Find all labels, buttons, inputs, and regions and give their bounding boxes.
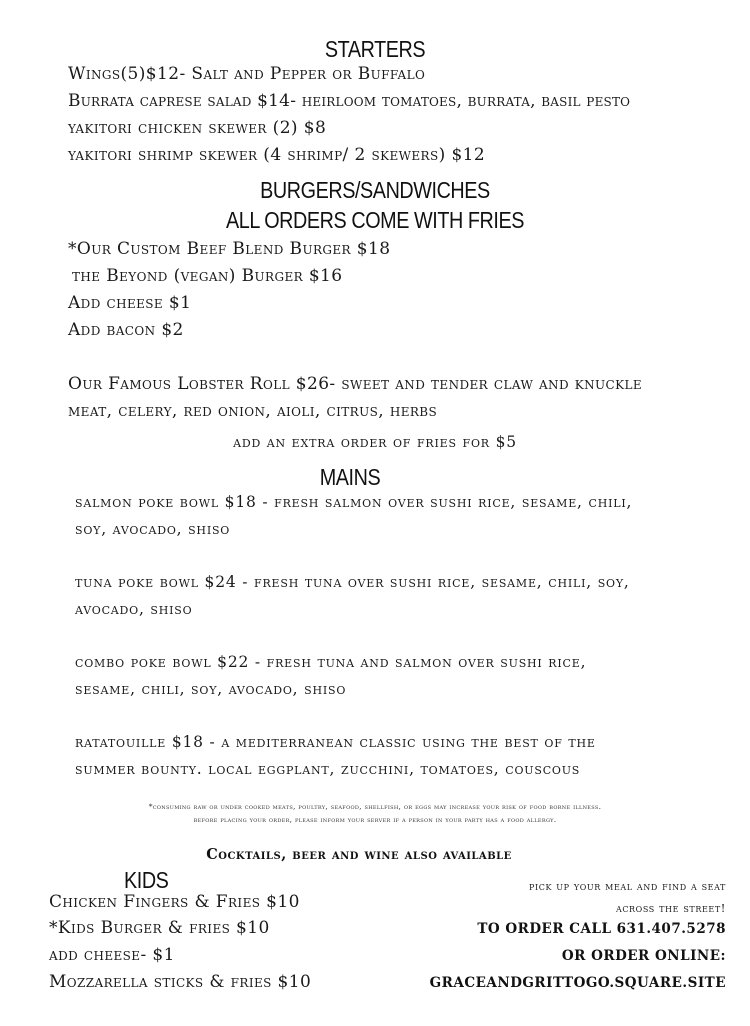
kids-item: Mozzarella sticks & fries $10 [49, 972, 312, 992]
order-online-label: OR ORDER ONLINE: [561, 948, 726, 964]
order-phone: TO ORDER CALL 631.407.5278 [477, 921, 726, 937]
food-safety-disclaimer: *consuming raw or under cooked meats, poultry, seafood, shellfish, or eggs may increase your risk of food borne illness. [148, 802, 602, 811]
main-item-line: salmon poke bowl $18 - fresh salmon over sushi rice, sesame, chili, [75, 493, 633, 511]
pickup-note-2: across the street! [615, 901, 726, 915]
burger-item: Add cheese $1 [68, 293, 192, 313]
kids-heading: KIDS [124, 867, 169, 893]
main-item-line: soy, avocado, shiso [75, 520, 231, 538]
burger-item: Add bacon $2 [68, 320, 184, 340]
kids-item: add cheese- $1 [49, 945, 175, 965]
main-item-line: sesame, chili, soy, avocado, shiso [75, 680, 347, 698]
main-item-line: summer bounty. local eggplant, zucchini, tomatoes, couscous [75, 760, 581, 778]
order-website-link[interactable]: GRACEANDGRITTOGO.SQUARE.SITE [429, 975, 726, 991]
lobster-roll-line: Our Famous Lobster Roll $26- sweet and tender claw and knuckle [68, 374, 643, 394]
starter-item: Wings(5)$12- Salt and Pepper or Buffalo [68, 64, 426, 84]
extra-fries-note: add an extra order of fries for $5 [233, 433, 517, 451]
starter-item: yakitori chicken skewer (2) $8 [68, 118, 327, 138]
mains-heading: MAINS [319, 464, 381, 490]
starter-item: Burrata caprese salad $14- heirloom tomatoes, burrata, basil pesto [68, 91, 631, 111]
burger-item: *Our Custom Beef Blend Burger $18 [68, 239, 391, 259]
allergy-disclaimer: before placing your order, please inform your server if a person in your party has a food allergy. [193, 815, 557, 824]
pickup-note: pick up your meal and find a seat [529, 879, 726, 893]
main-item-line: tuna poke bowl $24 - fresh tuna over sushi rice, sesame, chili, soy, [75, 573, 630, 591]
starter-item: yakitori shrimp skewer (4 shrimp/ 2 skewers) $12 [68, 145, 486, 165]
kids-item: Chicken Fingers & Fries $10 [49, 892, 300, 912]
starters-heading: STARTERS [324, 36, 426, 62]
kids-item: *Kids Burger & fries $10 [49, 918, 270, 938]
drinks-note: Cocktails, beer and wine also available [206, 846, 512, 863]
main-item-line: avocado, shiso [75, 600, 193, 618]
main-item-line: ratatouille $18 - a mediterranean classic using the best of the [75, 733, 596, 751]
burger-item: the Beyond (vegan) Burger $16 [72, 266, 343, 286]
lobster-roll-line: meat, celery, red onion, aioli, citrus, herbs [68, 401, 438, 421]
main-item-line: combo poke bowl $22 - fresh tuna and salmon over sushi rice, [75, 653, 587, 671]
burgers-subheading: ALL ORDERS COME WITH FRIES [225, 207, 525, 233]
burgers-heading: BURGERS/SANDWICHES [260, 177, 490, 203]
